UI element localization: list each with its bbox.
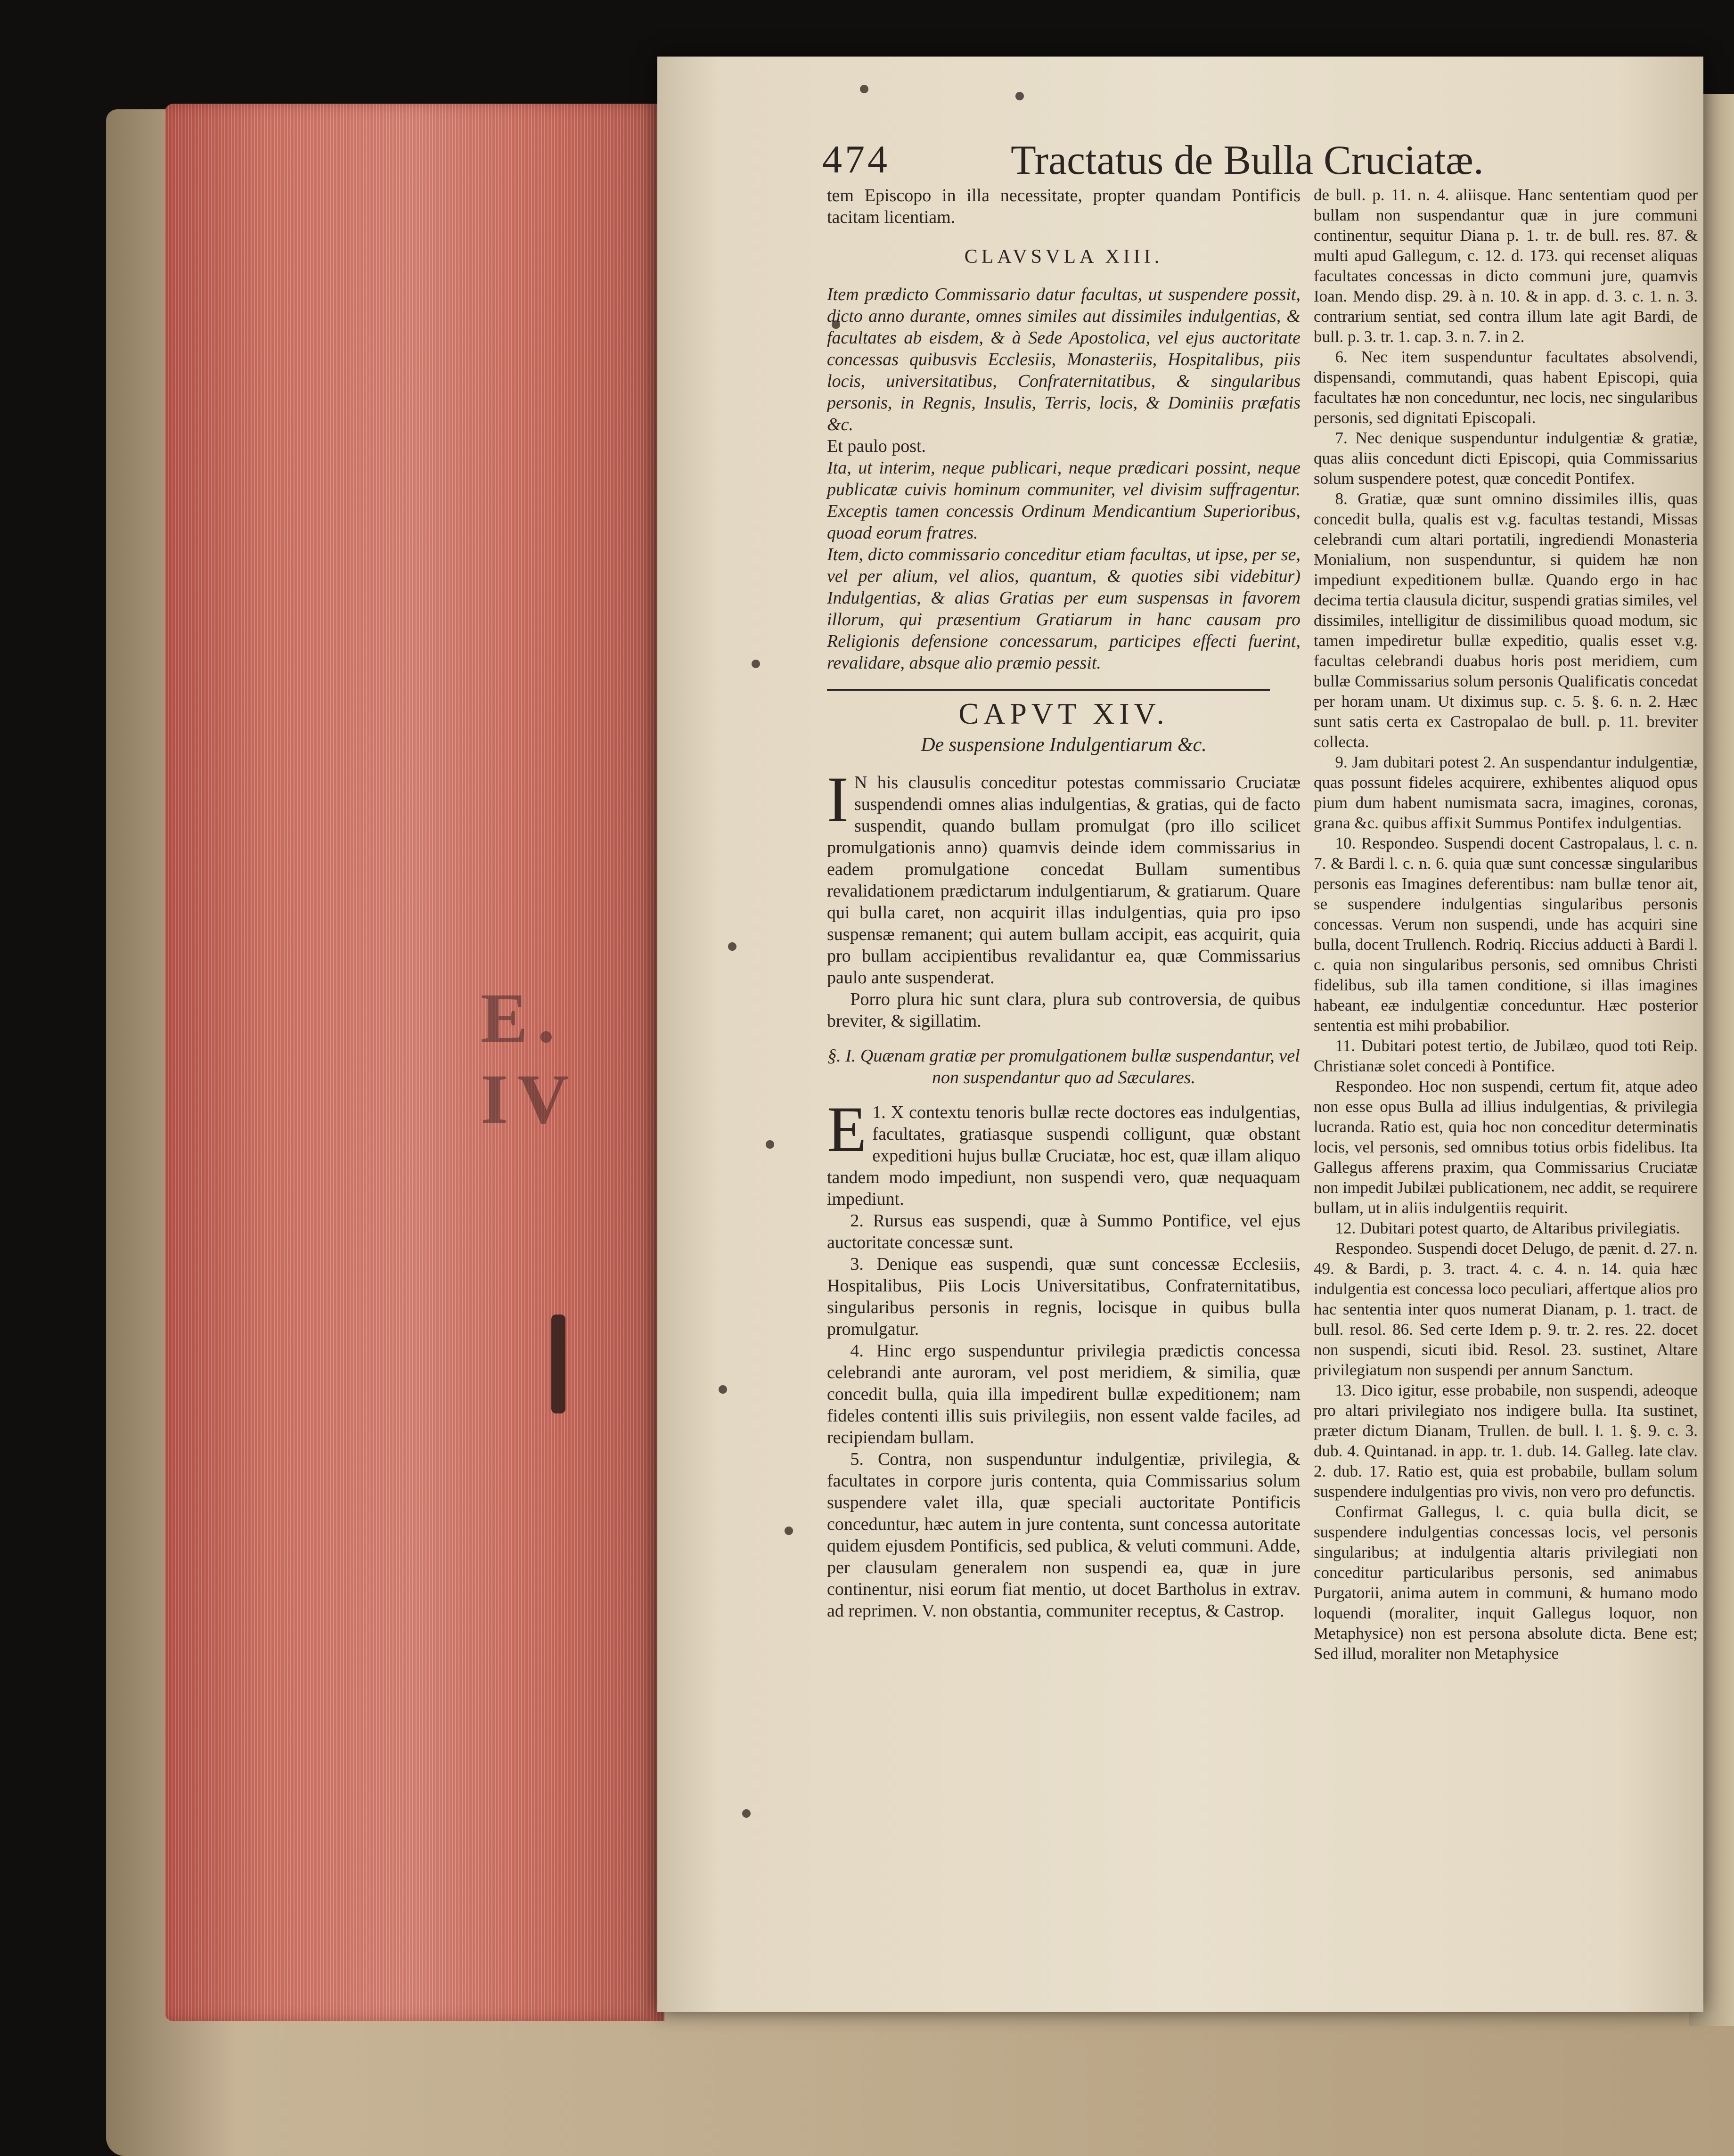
paragraph: 7. Nec denique suspenduntur indulgentiæ & gratiæ, quas aliis concedunt dicti Episcopi, quia Commissarius solum suspendere potest, quæ concedit Pontifex.: [1314, 429, 1698, 488]
paragraph: de bull. p. 11. n. 4. aliisque. Hanc sententiam quod per bullam non suspendantur quæ in jure communi continentur, sequitur Diana p. 1. tr. de bull. res. 87. & multi apud Gallegum, c. 12. d. 173. qui recenset aliquas facultates concessas in dicto communi jure, quamvis Ioan. Mendo disp. 29. à n. 10. & in app. d. 3. c. 1. n. 3. contrarium sentiat, sed contra illum late agit Bardi, de bull. p. 3. tr. 1. cap. 3. n. 7. in 2.: [1314, 186, 1698, 346]
paragraph: 6. Nec item suspenduntur facultates absolvendi, dispensandi, commutandi, quas habent Episcopi, quia facultates hæ non conceduntur, nec locis, nec singularibus personis, sed dignitati Episcopali.: [1314, 348, 1698, 427]
quoted-clause: Ita, ut interim, neque publicari, neque prædicari possint, neque publicatæ cuivis hominum communiter, vel divisim suffragentur. Exceptis tamen concessis Ordinum Mendicantium Superioribus, quoad eorum fratres.: [827, 458, 1300, 543]
drop-cap-initial: E: [827, 1093, 867, 1165]
wormhole: [752, 660, 760, 668]
paragraph: Et paulo post.: [827, 436, 926, 456]
wormhole: [785, 1527, 793, 1535]
paragraph: 10. Respondeo. Suspendi docent Castropalaus, l. c. n. 7. & Bardi l. c. n. 6. quia quæ sunt concessæ singularibus personis eas Imagines deferentibus: nam bullæ tenor ait, se suspendere indulgentias singularibus personis concessas. Verum non suspendi, unde has acquiri sine bulla, docent Trullench. Rodriq. Riccius adducti à Bardi l. c. quia non singularibus personis, sed omnibus Christi fidelibus, sub illa tamen conditione, si illas imagines habeant, eæ indulgentiæ conceduntur. Hæc posterior sententia est mihi probabilior.: [1314, 834, 1698, 1035]
running-title: Tractatus de Bulla Cruciatæ.: [1011, 138, 1484, 183]
section-heading: §. I. Quænam gratiæ per promulgationem bullæ suspendantur, vel non suspendantur quo ad Sæculares.: [827, 1046, 1300, 1087]
paragraph: Porro plura hic sunt clara, plura sub controversia, de quibus breviter, & sigillatim.: [827, 989, 1300, 1031]
wormhole: [728, 942, 736, 951]
wormhole: [742, 1809, 751, 1818]
right-text-column: [1314, 185, 1698, 1664]
page-header: [822, 137, 1614, 188]
paragraph: Respondeo. Suspendi docet Delugo, de pænit. d. 27. n. 49. & Bardi, p. 3. tract. 4. c. 4. n. 14. quia hæc indulgentia est concessa loco peculiari, affertque alios pro hac sententia inter quos numerat Dianam, p. 1. tract. de bull. resol. 86. Sed certe Idem p. 9. tr. 2. res. 22. docet non suspendi, sicuti ibid. Resol. 23. sustinet, Altare privilegiatum non suspendi per annum Sanctum.: [1314, 1239, 1698, 1379]
paragraph: 11. Dubitari potest tertio, de Jubilæo, quod toti Reip. Christianæ solet concedi à Pontifice.: [1314, 1037, 1698, 1075]
left-text-column: [827, 185, 1300, 1622]
ink-mark: [551, 1315, 565, 1413]
paragraph: 9. Jam dubitari potest 2. An suspendantur indulgentiæ, quas possunt fideles acquirere, exhibentes aliquod opus pium dum habent numismata sacra, imagines, coronas, grana &c. quibus affixit Summus Pontifex indulgentias.: [1314, 753, 1698, 832]
edge-stamp: E. IV: [481, 979, 578, 1138]
wormhole: [719, 1385, 727, 1394]
paragraph: 3. Denique eas suspendi, quæ sunt concessæ Ecclesiis, Hospitalibus, Piis Locis Universitatibus, Confraternitatibus, singularibus personis in regnis, locisque in quibus bulla promulgatur.: [827, 1254, 1300, 1339]
paragraph: Respondeo. Hoc non suspendi, certum fit, atque adeo non esse opus Bulla ad illius indulgentias, & privilegia lucranda. Ratio est, quia hoc non conceditur determinatis locis, vel personis, sed omnibus totius orbis fidelibus. Ita Gallegus afferens praxim, qua Commissarius Cruciatæ non impedit Jubilæi publicationem, nec addit, se requirere bullam, ut in aliis indulgentiis requirit.: [1314, 1077, 1698, 1217]
drop-cap-initial: I: [827, 763, 849, 835]
paragraph: 2. Rursus eas suspendi, quæ à Summo Pontifice, vel ejus auctoritate concessæ sunt.: [827, 1211, 1300, 1252]
paragraph-with-initial: [827, 1093, 1300, 1210]
wormhole: [1015, 92, 1024, 100]
chapter-subtitle: De suspensione Indulgentiarum &c.: [921, 734, 1207, 756]
paragraph: 12. Dubitari potest quarto, de Altaribus privilegiatis.: [1335, 1219, 1680, 1237]
paragraph-with-initial: [827, 763, 1300, 988]
page-number: 474: [822, 138, 890, 181]
clause-heading: CLAVSVLA XIII.: [964, 246, 1163, 268]
quoted-clause: Item prædicto Commissario datur facultas, ut suspendere possit, dicto anno durante, omnes similes aut dissimiles indulgentias, & facultates ab eisdem, & à Sede Apostolica, vel ejus auctoritate concessas quibusvis Ecclesiis, Monasteriis, Hospitalibus, piis locis, universitatibus, Confraternitatibus, & singularibus personis, in Regnis, Insulis, Terris, locis, & Dominiis præfatis &c.: [827, 285, 1300, 434]
paragraph: 5. Contra, non suspenduntur indulgentiæ, privilegia, & facultates in corpore juris contenta, quia Commissarius solum suspendere valet illa, quæ speciali auctoritate Pontificis conceduntur, hæc autem in jure contenta, sunt concessa autoritate quidem ejusdem Pontificis, sed publica, & veluti communi. Adde, per clausulam generalem non suspendi ea, quæ in jure continentur, nisi eorum fiat mentio, ut docet Bartholus in extrav. ad reprimen. V. non obstantia, communiter receptus, & Castrop.: [827, 1449, 1300, 1621]
chapter-heading: CAPVT XIV.: [958, 697, 1169, 730]
paragraph: tem Episcopo in illa necessitate, propter quandam Pontificis tacitam licentiam.: [827, 186, 1300, 227]
paragraph: Confirmat Gallegus, l. c. quia bulla dicit, se suspendere indulgentias concessas locis, vel personis singularibus; at indulgentia altaris privilegiati non conceditur particularibus personis, sed animabus Purgatorii, anima autem in communi, & humano modo loquendi (moraliter, inquit Gallegus loquor, non Metaphysice) non est persona absolute dicta. Bene est; Sed illud, moraliter non Metaphysice: [1314, 1503, 1698, 1663]
paragraph-text: N his clausulis conceditur potestas commissario Cruciatæ suspendendi omnes alias indulgentias, & gratias, qui de facto suspendit, quando bullam promulgat (pro illo scilicet promulgationis anno) quamvis deinde idem commissarius in eadem promulgatione concedat Bullam sumentibus revalidationem prædictarum indulgentiarum, & gratiarum. Quare qui bulla caret, non acquirit illas indulgentias, quia pro ipso suspensæ remanent; qui autem bullam accipit, eas acquirit, quia pro bullam accipientibus revalidantur ea, quæ Commissarius paulo ante suspenderat.: [827, 773, 1300, 988]
paragraph: 8. Gratiæ, quæ sunt omnino dissimiles illis, quas concedit bulla, qualis est v.g. facultas testandi, Missas celebrandi cum altari portatili, ingrediendi Monasteria Monialium, non suspenduntur, si quidem hæ non impediunt expeditionem bullæ. Quando ergo in hac decima tertia clausula dicitur, suspendi gratias similes, vel dissimiles, intelligitur de dissimilibus quoad modum, sic tamen impediretur bullæ expeditio, qualis esset v.g. facultas celebrandi duabus horis post meridiem, cum bullæ Commissarius solum personis Qualificatis concedat per horam unam. Ut diximus sup. c. 5. §. 6. n. 2. Hæc sunt satis certa ex Castropalao de bull. p. 11. breviter collecta.: [1314, 490, 1698, 751]
paragraph-text: 1. X contextu tenoris bullæ recte doctores eas indulgentias, facultates, gratiasque suspendi colligunt, quæ obstant expeditioni hujus bullæ Cruciatæ, hoc est, quæ illam aliquo tandem modo impediunt, non suspendi vero, quæ nequaquam impediunt.: [827, 1102, 1300, 1209]
red-page-edge: [165, 104, 664, 2021]
wormhole: [766, 1140, 774, 1149]
paragraph: 13. Dico igitur, esse probabile, non suspendi, adeoque pro altari privilegiato nos indigere bulla. Ita sustinet, præter dictum Dianam, Trullen. de bull. l. 1. §. 9. c. 3. dub. 4. Quintanad. in app. tr. 1. dub. 14. Galleg. late clav. 2. dub. 17. Ratio est, quia est probabile, bullam solum suspendere indulgentias pro vivis, non vero pro defunctis.: [1314, 1381, 1698, 1501]
wormhole: [860, 85, 868, 93]
section-rule: [827, 689, 1270, 691]
paragraph: 4. Hinc ergo suspenduntur privilegia prædictis concessa celebrandi ante auroram, vel post meridiem, & similia, quæ concedit bulla, quia illa impedirent bullæ expeditionem; nam fideles contenti illis suis privilegiis, non essent valde faciles, ad recipiendam bullam.: [827, 1341, 1300, 1447]
quoted-clause: Item, dicto commissario conceditur etiam facultas, ut ipse, per se, vel per alium, vel alios, quantum, & quoties sibi videbitur) Indulgentias, & alias Gratias per eum suspensas in favorem illorum, qui præsentium Gratiarum in hanc causam pro Religionis defensione concessarum, participes effecti fuerint, revalidare, absque alio præmio pessit.: [827, 545, 1300, 673]
